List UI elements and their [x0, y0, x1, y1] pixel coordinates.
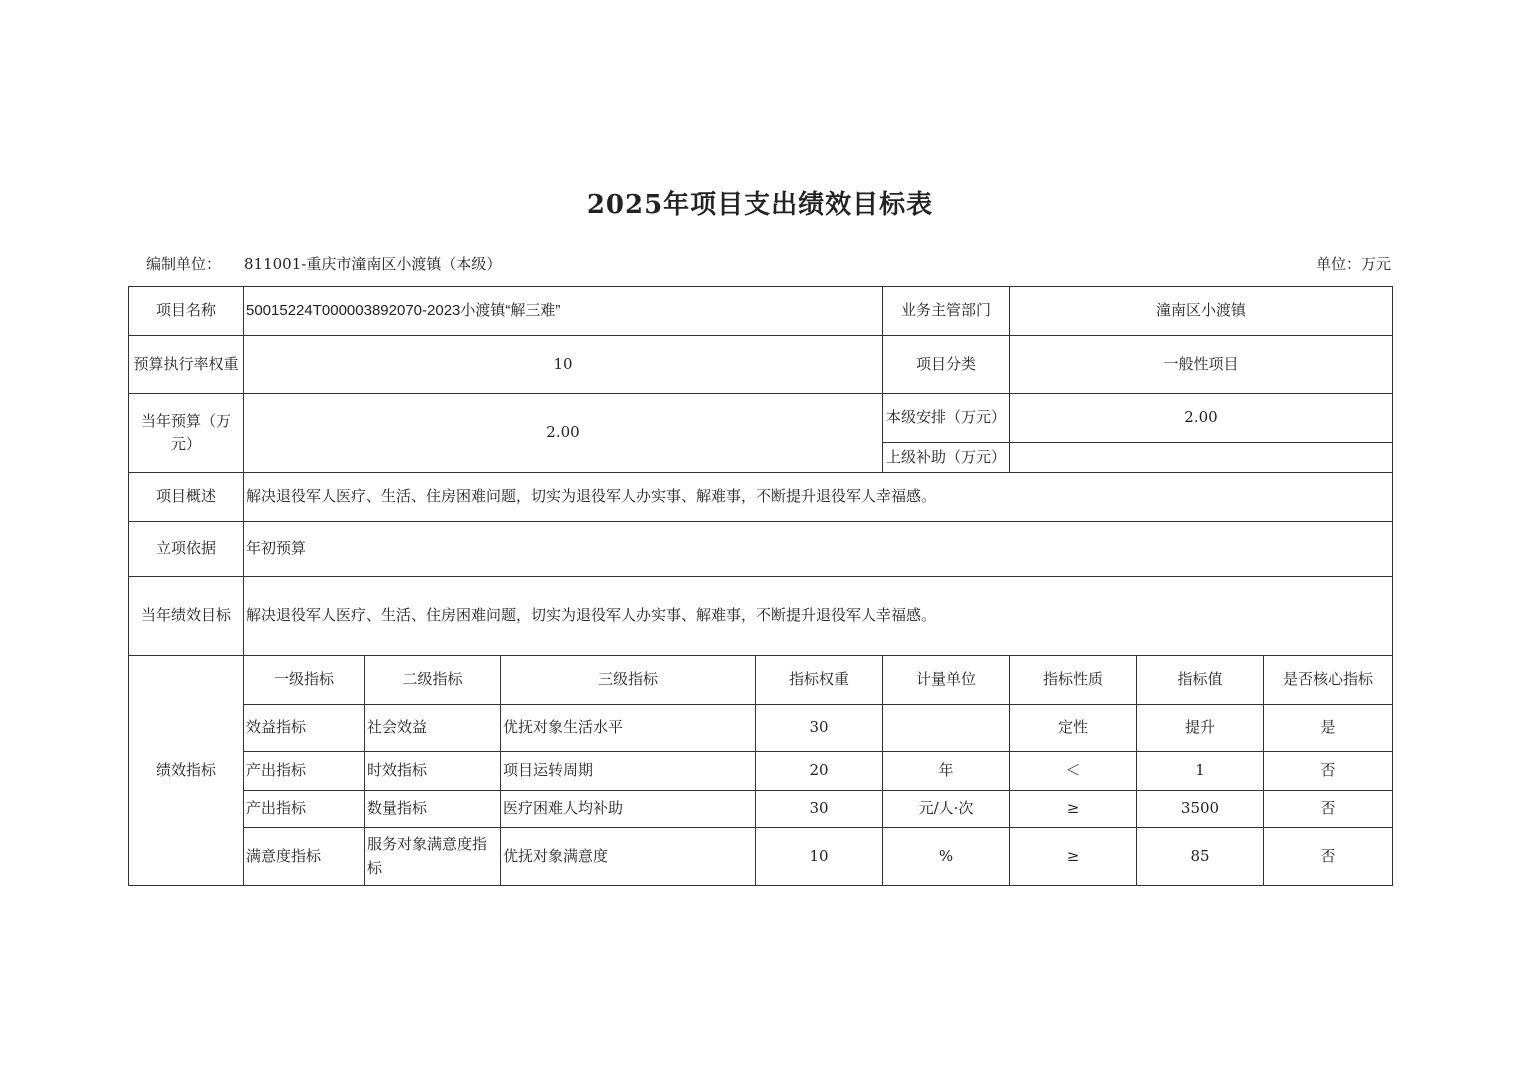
- cell-level1: 满意度指标: [244, 828, 365, 886]
- header-unit: 计量单位: [883, 656, 1010, 705]
- cell-level2: 服务对象满意度指标: [365, 828, 501, 886]
- header-nature: 指标性质: [1010, 656, 1137, 705]
- category-value: 一般性项目: [1010, 336, 1393, 394]
- row-project-name: [129, 287, 1393, 336]
- header-weight: 指标权重: [756, 656, 883, 705]
- cell-nature: ≥: [1010, 828, 1137, 886]
- cell-core: 否: [1264, 791, 1393, 828]
- row-weight: [129, 336, 1393, 394]
- cell-level1: 产出指标: [244, 752, 365, 791]
- table-row: [129, 752, 1393, 791]
- cell-weight: 30: [756, 705, 883, 752]
- indicators-section-label: 绩效指标: [129, 656, 244, 886]
- local-budget-label: 本级安排（万元）: [883, 394, 1010, 443]
- cell-unit: 元/人·次: [883, 791, 1010, 828]
- cell-weight: 10: [756, 828, 883, 886]
- cell-weight: 30: [756, 791, 883, 828]
- row-overview: [129, 473, 1393, 522]
- cell-level1: 产出指标: [244, 791, 365, 828]
- upper-subsidy-label: 上级补助（万元）: [883, 443, 1010, 473]
- performance-target-table: [128, 286, 1393, 886]
- weight-value: 10: [244, 336, 883, 394]
- cell-level1: 效益指标: [244, 705, 365, 752]
- category-label: 项目分类: [883, 336, 1010, 394]
- header-level1: 一级指标: [244, 656, 365, 705]
- page-title: 2025年项目支出绩效目标表: [586, 190, 934, 220]
- row-goal: [129, 577, 1393, 656]
- local-budget-value: 2.00: [1010, 394, 1393, 443]
- cell-unit: 年: [883, 752, 1010, 791]
- cell-weight: 20: [756, 752, 883, 791]
- cell-level3: 优抚对象生活水平: [501, 705, 756, 752]
- budget-label: 当年预算（万元）: [129, 394, 244, 473]
- header-value: 指标值: [1137, 656, 1264, 705]
- cell-level3: 优抚对象满意度: [501, 828, 756, 886]
- header-core: 是否核心指标: [1264, 656, 1393, 705]
- compiling-unit-label: 编制单位：: [146, 255, 222, 273]
- cell-value: 提升: [1137, 705, 1264, 752]
- cell-nature: ＜: [1010, 752, 1137, 791]
- header-level2: 二级指标: [365, 656, 501, 705]
- table-row: [129, 828, 1393, 886]
- project-name-label: 项目名称: [129, 287, 244, 336]
- cell-level2: 社会效益: [365, 705, 501, 752]
- overview-value: 解决退役军人医疗、生活、住房困难问题，切实为退役军人办实事、解难事，不断提升退役军人幸福感。: [244, 473, 1393, 522]
- goal-label: 当年绩效目标: [129, 577, 244, 656]
- cell-level3: 医疗困难人均补助: [501, 791, 756, 828]
- compiling-unit-value: 811001-重庆市潼南区小渡镇（本级）: [244, 255, 502, 273]
- cell-unit: [883, 705, 1010, 752]
- cell-nature: ≥: [1010, 791, 1137, 828]
- cell-core: 是: [1264, 705, 1393, 752]
- dept-value: 潼南区小渡镇: [1010, 287, 1393, 336]
- basis-label: 立项依据: [129, 522, 244, 577]
- cell-core: 否: [1264, 828, 1393, 886]
- table-row: [129, 705, 1393, 752]
- upper-subsidy-value: [1010, 443, 1393, 473]
- weight-label: 预算执行率权重: [129, 336, 244, 394]
- cell-value: 85: [1137, 828, 1264, 886]
- cell-nature: 定性: [1010, 705, 1137, 752]
- cell-value: 3500: [1137, 791, 1264, 828]
- goal-value: 解决退役军人医疗、生活、住房困难问题，切实为退役军人办实事、解难事，不断提升退役军人幸福感。: [244, 577, 1393, 656]
- currency-unit: 单位：万元: [1315, 255, 1391, 273]
- cell-core: 否: [1264, 752, 1393, 791]
- header-level3: 三级指标: [501, 656, 756, 705]
- cell-level2: 数量指标: [365, 791, 501, 828]
- indicator-header-row: [129, 656, 1393, 705]
- table-row: [129, 791, 1393, 828]
- overview-label: 项目概述: [129, 473, 244, 522]
- row-basis: [129, 522, 1393, 577]
- dept-label: 业务主管部门: [883, 287, 1010, 336]
- basis-value: 年初预算: [244, 522, 1393, 577]
- cell-level3: 项目运转周期: [501, 752, 756, 791]
- document-meta: [146, 253, 1391, 275]
- budget-value: 2.00: [244, 394, 883, 473]
- project-name-value: 50015224T000003892070-2023小渡镇“解三难”: [244, 287, 883, 336]
- cell-unit: %: [883, 828, 1010, 886]
- cell-level2: 时效指标: [365, 752, 501, 791]
- row-budget: [129, 394, 1393, 443]
- cell-value: 1: [1137, 752, 1264, 791]
